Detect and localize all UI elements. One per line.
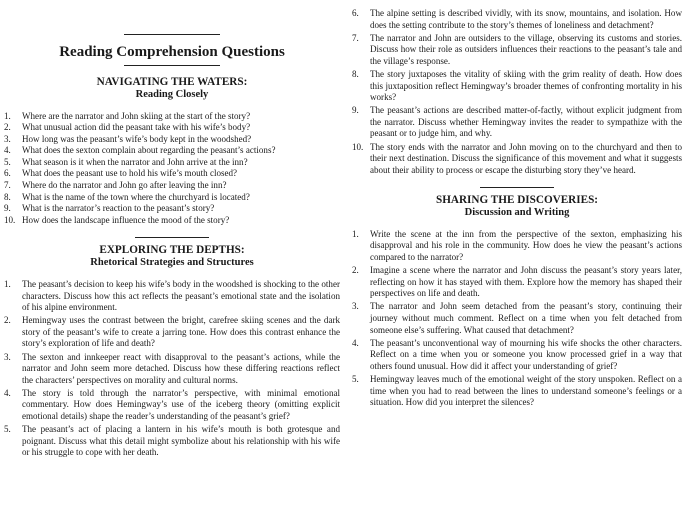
title-top-rule — [124, 34, 220, 35]
list-item: 3. How long was the peasant’s wife’s body kept in the woodshed? — [4, 133, 252, 144]
list-item: 4. The peasant’s unconventional way of mourning his wife shocks the other characters. Reflect on a time when you or someone you know processed grief in a way that others found unusual. How did it affect your understanding of grief? — [352, 337, 682, 371]
section-1-question-list — [4, 111, 340, 227]
left-column — [4, 0, 340, 460]
list-item: 9. What is the narrator’s reaction to the peasant’s story? — [4, 203, 215, 214]
list-item: 3. The sexton and innkeeper react with disapproval to the peasant’s actions, while the narrator and John seem more detached. Discuss how these differing reactions reflect the characters’ perspectives on morality and cultural norms. — [4, 351, 340, 385]
section-2-subheading: Rhetorical Strategies and Structures — [90, 256, 254, 268]
section-1-subheading: Reading Closely — [135, 88, 209, 100]
list-item: 9. The peasant’s actions are described matter-of-factly, without explicit judgment from the narrator. Discuss whether Hemingway invites the reader to sympathize with the peasant or to judge him, and why. — [352, 105, 682, 139]
section-2-question-list-a — [4, 279, 340, 459]
list-item: 10. The story ends with the narrator and John moving on to the churchyard and then to their next destination. Discuss the significance of this movement and what it suggests about their ability to process or escape the disturbing story they’ve heard. — [352, 141, 682, 175]
list-item: 1. Where are the narrator and John skiing at the start of the story? — [4, 110, 251, 121]
list-item: 3. The narrator and John seem detached from the peasant’s story, continuing their journey without much comment. Reflect on a time when you felt detached from someone else’s suffering. What caused that detachment? — [352, 301, 682, 335]
title-bottom-rule — [124, 65, 220, 66]
list-item: 7. The narrator and John are outsiders to the village, observing its customs and stories. Discuss how their role as outsiders influences their reactions to the peasant’s tale and the village’s response. — [352, 32, 682, 66]
right-column — [352, 0, 682, 410]
list-item: 5. What season is it when the narrator and John arrive at the inn? — [4, 156, 248, 167]
list-item: 1. Write the scene at the inn from the perspective of the sexton, emphasizing his disapproval and his role in the community. How does he view the peasant’s actions compared to the narrator? — [352, 228, 682, 262]
list-item: 8. What is the name of the town where the churchyard is located? — [4, 191, 250, 202]
list-item: 8. The story juxtaposes the vitality of skiing with the grim reality of death. How does this juxtaposition reflect Hemingway’s broader themes of confronting mortality in his works? — [352, 68, 682, 103]
list-item: 6. The alpine setting is described vividly, with its snow, mountains, and isolation. How does the setting contribute to the story’s themes of loneliness and detachment? — [352, 8, 682, 30]
list-item: 1. The peasant’s decision to keep his wife’s body in the woodshed is shocking to the other characters. Discuss how this act reflects the peasant’s emotional state and the isolation of his alpine environment. — [4, 278, 340, 313]
list-item: 6. What does the peasant use to hold his wife’s mouth closed? — [4, 168, 238, 179]
page-title: Reading Comprehension Questions — [59, 44, 285, 60]
section-3-subheading: Discussion and Writing — [464, 206, 570, 218]
list-item: 2. What unusual action did the peasant take with his wife’s body? — [4, 122, 251, 133]
section-2-question-list-b — [352, 8, 682, 176]
list-item: 10. How does the landscape influence the mood of the story? — [4, 214, 230, 225]
section-2-heading: EXPLORING THE DEPTHS: — [99, 244, 245, 257]
list-item: 4. The story is told through the narrator’s perspective, with minimal emotional commentary. How does Hemingway’s use of the iceberg theory (omitting explicit emotional details) shape the reader’s understanding of the peasant’s grief? — [4, 387, 340, 421]
list-item: 4. What does the sexton complain about regarding the peasant’s actions? — [4, 145, 276, 156]
list-item: 2. Imagine a scene where the narrator and John discuss the peasant’s story years later, reflecting on how it has stayed with them. Explore how the memory has shaped their perspectives on life and death. — [352, 265, 682, 299]
section-3-heading: SHARING THE DISCOVERIES: — [435, 194, 599, 207]
section-3-top-rule — [480, 187, 554, 188]
list-item: 2. Hemingway uses the contrast between the bright, carefree skiing scenes and the dark story of the peasant’s wife to create a jarring tone. How does this contrast enhance the story’s exploration of life and death? — [4, 315, 340, 349]
list-item: 5. Hemingway leaves much of the emotional weight of the story unspoken. Reflect on a time when you had to read between the lines to understand someone’s feelings or a situation. How did you interpret the silences? — [352, 373, 682, 408]
list-item: 5. The peasant’s act of placing a lantern in his wife’s mouth is both grotesque and poignant. Discuss what this detail might symbolize about his relationship with his wife or his struggle to cope with her death. — [4, 424, 340, 458]
section-2-top-rule — [135, 237, 209, 238]
section-3-question-list — [352, 229, 682, 409]
section-1-heading: NAVIGATING THE WATERS: — [96, 76, 248, 88]
list-item: 7. Where do the narrator and John go after leaving the inn? — [4, 180, 227, 191]
